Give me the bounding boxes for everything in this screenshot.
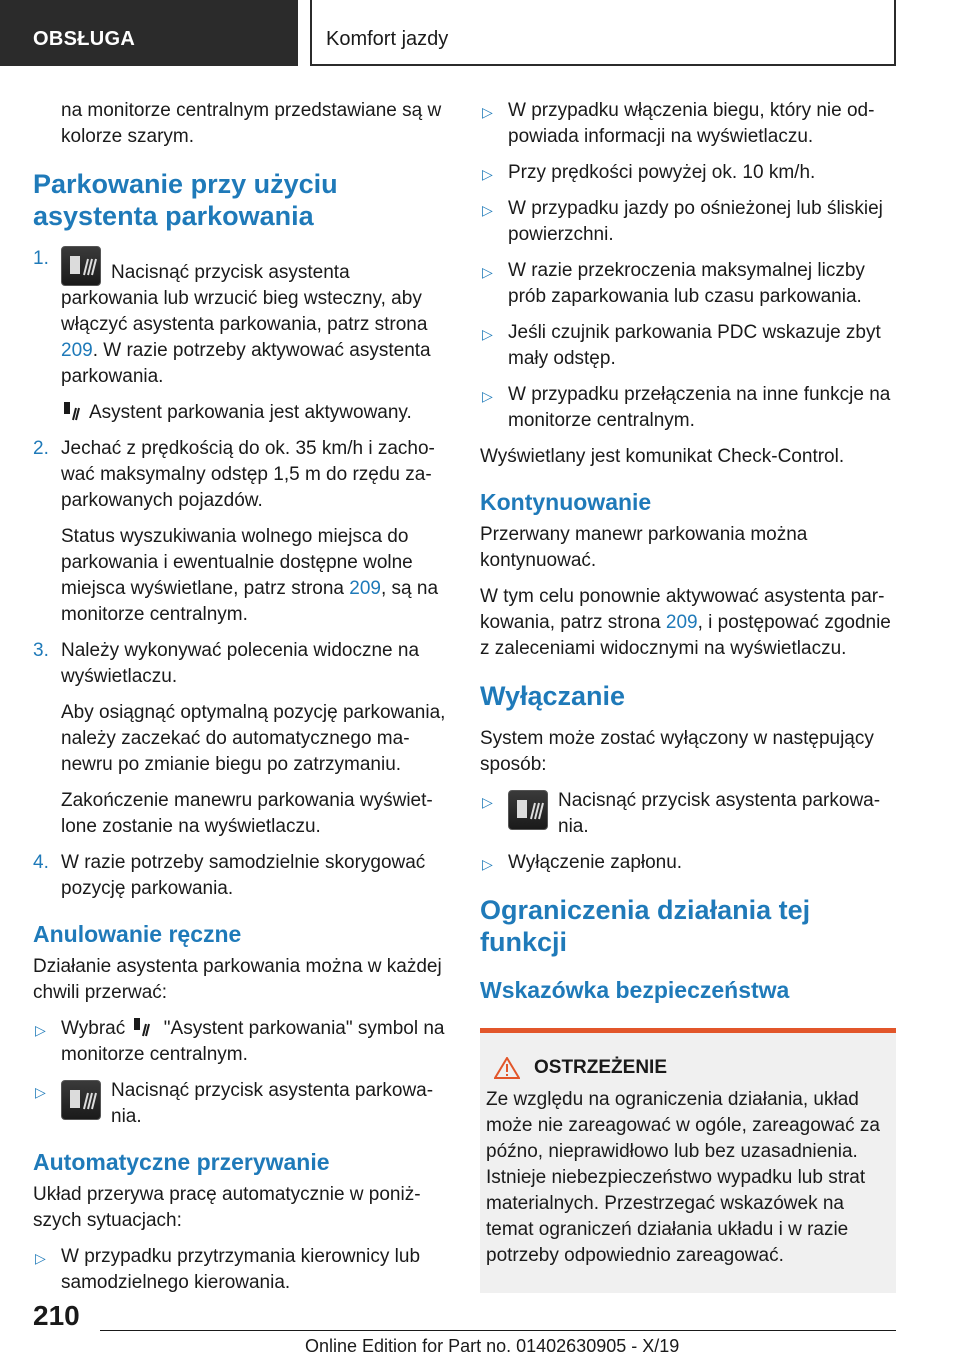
switch-off-bullet-2: [480, 850, 896, 876]
heading-continue: Kontynuowanie: [480, 489, 652, 515]
park-assist-button-icon: [508, 790, 548, 830]
cancel-bullet-1: [33, 1016, 451, 1068]
continue-text-1: Przerwany manewr parkowania można kontynuować.: [480, 524, 808, 571]
step-4-number: 4.: [33, 852, 49, 873]
heading-cancel: Anulowanie ręczne: [33, 921, 242, 947]
switch-off-bullet-1-text: Nacisnąć przycisk asystenta parkowania.: [558, 790, 881, 837]
step-2-sub-a: Status wyszukiwania wolnego miejsca do parkowania i ewentualnie dostępne wolne miejsca wyświetlane, patrz strona: [61, 526, 413, 599]
bullet-glyph: ▷: [35, 1022, 46, 1038]
step-1-page-link[interactable]: 209: [61, 340, 93, 361]
intro-text: na monitorze centralnym przedstawiane są w kolorze szarym.: [61, 100, 442, 147]
continue-text-2: [480, 584, 896, 662]
heading-auto-stop: Automatyczne przerywanie: [33, 1149, 330, 1175]
continue-page-link[interactable]: 209: [665, 612, 698, 633]
step-2-number: 2.: [33, 438, 49, 459]
step-1-number: 1.: [33, 248, 49, 269]
auto-bullet-5: [480, 258, 896, 310]
auto-bullet-4: [480, 196, 896, 248]
step-2-page-link[interactable]: 209: [349, 578, 381, 599]
heading-limits: Ograniczenia działania tej funkcji: [480, 895, 811, 957]
warning-text: Ze względu na ograniczenia działania, układ może nie zareagować w ogóle, zareagować za późno, nieprawidłowo lub bez uzasadnienia. Istnieje niebezpieczeństwo wypadku lub strat materialnych. Przestrzegać wskazówek na temat ograniczeń działania układu i w razie potrzeby odpowiednio zareagować.: [486, 1089, 880, 1266]
step-1-sub-text: Asystent parkowania jest aktywowany.: [89, 402, 412, 423]
bullet-glyph: ▷: [482, 264, 493, 280]
cancel-bullet-1-b: "Asystent parkowania" symbol na monitorze centralnym.: [61, 1018, 445, 1065]
footer-divider: [100, 1330, 896, 1331]
bullet-glyph: ▷: [482, 166, 493, 182]
auto-bullet-3-text: Przy prędkości powyżej ok. 10 km/h.: [508, 162, 816, 183]
step-1-text-b: . W razie potrzeby aktywować asystenta parkowania.: [61, 340, 431, 387]
bullet-glyph: ▷: [35, 1084, 46, 1100]
step-2-sub: [33, 524, 451, 628]
step-3-text: Należy wykonywać polecenia widoczne na wyświetlaczu.: [61, 640, 420, 687]
auto-bullet-2-text: W przypadku włączenia biegu, który nie odpowiada informacji na wyświetlaczu.: [508, 100, 875, 147]
continue-text-2b: , i postępować zgodnie z zaleceniami widocznymi na wyświetlaczu.: [480, 612, 891, 659]
auto-intro: Układ przerywa pracę automatycznie w poniższych sytuacjach:: [33, 1184, 421, 1231]
auto-bullet-6-text: Jeśli czujnik parkowania PDC wskazuje zbyt mały odstęp.: [508, 322, 881, 369]
switch-off-bullet-1: [480, 788, 896, 840]
heading-parking: Parkowanie przy użyciu asystenta parkowania: [33, 169, 338, 231]
header-chapter-label: Komfort jazdy: [326, 28, 449, 50]
step-2-sub-b: , są na monitorze centralnym.: [61, 578, 439, 625]
header-section-tab: [0, 0, 298, 66]
warning-box: [480, 1028, 896, 1293]
warning-title: [494, 1057, 880, 1079]
bullet-glyph: ▷: [482, 856, 493, 872]
footer-edition: Online Edition for Part no. 01402630905 - X/19: [305, 1336, 680, 1356]
step-1: [33, 246, 451, 390]
step-2-text: Jechać z prędkością do ok. 35 km/h i zachować maksymalny odstęp 1,5 m do rzędu zaparkowanych pojazdów.: [61, 438, 435, 511]
auto-bullet-3: [480, 160, 896, 186]
auto-bullet-1: [33, 1244, 451, 1296]
auto-bullet-7-text: W przypadku przełączenia na inne funkcje na monitorze centralnym.: [508, 384, 891, 431]
step-1-text-a: Nacisnąć przycisk asystenta parkowania lub wrzucić bieg wsteczny, aby włączyć asystenta parkowania, patrz strona: [61, 262, 428, 335]
auto-bullet-2: [480, 98, 896, 150]
warning-title-text: OSTRZEŻENIE: [534, 1057, 668, 1078]
auto-bullet-7: [480, 382, 896, 434]
heading-safety: Wskazówka bezpieczeństwa: [480, 977, 790, 1003]
header-section-label: OBSŁUGA: [33, 28, 136, 50]
cancel-bullet-2: [33, 1078, 451, 1130]
step-3-sub-2: Zakończenie manewru parkowania wyświetlone zostanie na wyświetlaczu.: [61, 790, 433, 837]
switch-off-intro: System może zostać wyłączony w następujący sposób:: [480, 728, 874, 775]
continue-text-2a: W tym celu ponownie aktywować asystenta parkowania, patrz strona: [480, 586, 885, 633]
auto-bullet-5-text: W razie przekroczenia maksymalnej liczby prób zaparkowania lub czasu parkowania.: [508, 260, 865, 307]
bullet-glyph: ▷: [482, 794, 493, 810]
bullet-glyph: ▷: [482, 388, 493, 404]
park-assist-symbol-icon: [131, 1016, 153, 1038]
warning-triangle-icon: [494, 1057, 520, 1079]
cancel-bullet-1-a: Wybrać: [61, 1018, 131, 1039]
step-2: [33, 436, 451, 514]
auto-bullet-6: [480, 320, 896, 372]
left-column: [33, 98, 451, 1306]
heading-switch-off: Wyłączanie: [480, 681, 626, 711]
bullet-glyph: ▷: [482, 326, 493, 342]
auto-bullet-4-text: W przypadku jazdy po ośnieżonej lub śliskiej powierzchni.: [508, 198, 883, 245]
step-4-text: W razie potrzeby samodzielnie skorygować pozycję parkowania.: [61, 852, 426, 899]
step-1-sub: [33, 400, 451, 426]
step-3-sub-1: Aby osiągnąć optymalną pozycję parkowania, należy zaczekać do automatycznego manewru po zmianie biegu po zatrzymaniu.: [61, 702, 446, 775]
page-number: 210: [33, 1300, 80, 1331]
step-4: [33, 850, 451, 902]
bullet-glyph: ▷: [482, 202, 493, 218]
cancel-bullet-2-text: Nacisnąć przycisk asystenta parkowania.: [111, 1080, 434, 1127]
switch-off-bullet-2-text: Wyłączenie zapłonu.: [508, 852, 683, 873]
park-assist-button-icon: [61, 1080, 101, 1120]
step-3: [33, 638, 451, 690]
check-control-message: Wyświetlany jest komunikat Check-Control.: [480, 446, 845, 467]
park-assist-button-icon: [61, 246, 101, 286]
header-chapter-tab: [310, 0, 896, 66]
park-assist-symbol-icon: [61, 400, 83, 422]
step-3-number: 3.: [33, 640, 49, 661]
cancel-intro: Działanie asystenta parkowania można w każdej chwili przerwać:: [33, 956, 442, 1003]
right-column: [480, 98, 896, 1293]
auto-bullet-1-text: W przypadku przytrzymania kierownicy lub samodzielnego kierowania.: [61, 1246, 421, 1293]
bullet-glyph: ▷: [35, 1250, 46, 1266]
bullet-glyph: ▷: [482, 104, 493, 120]
